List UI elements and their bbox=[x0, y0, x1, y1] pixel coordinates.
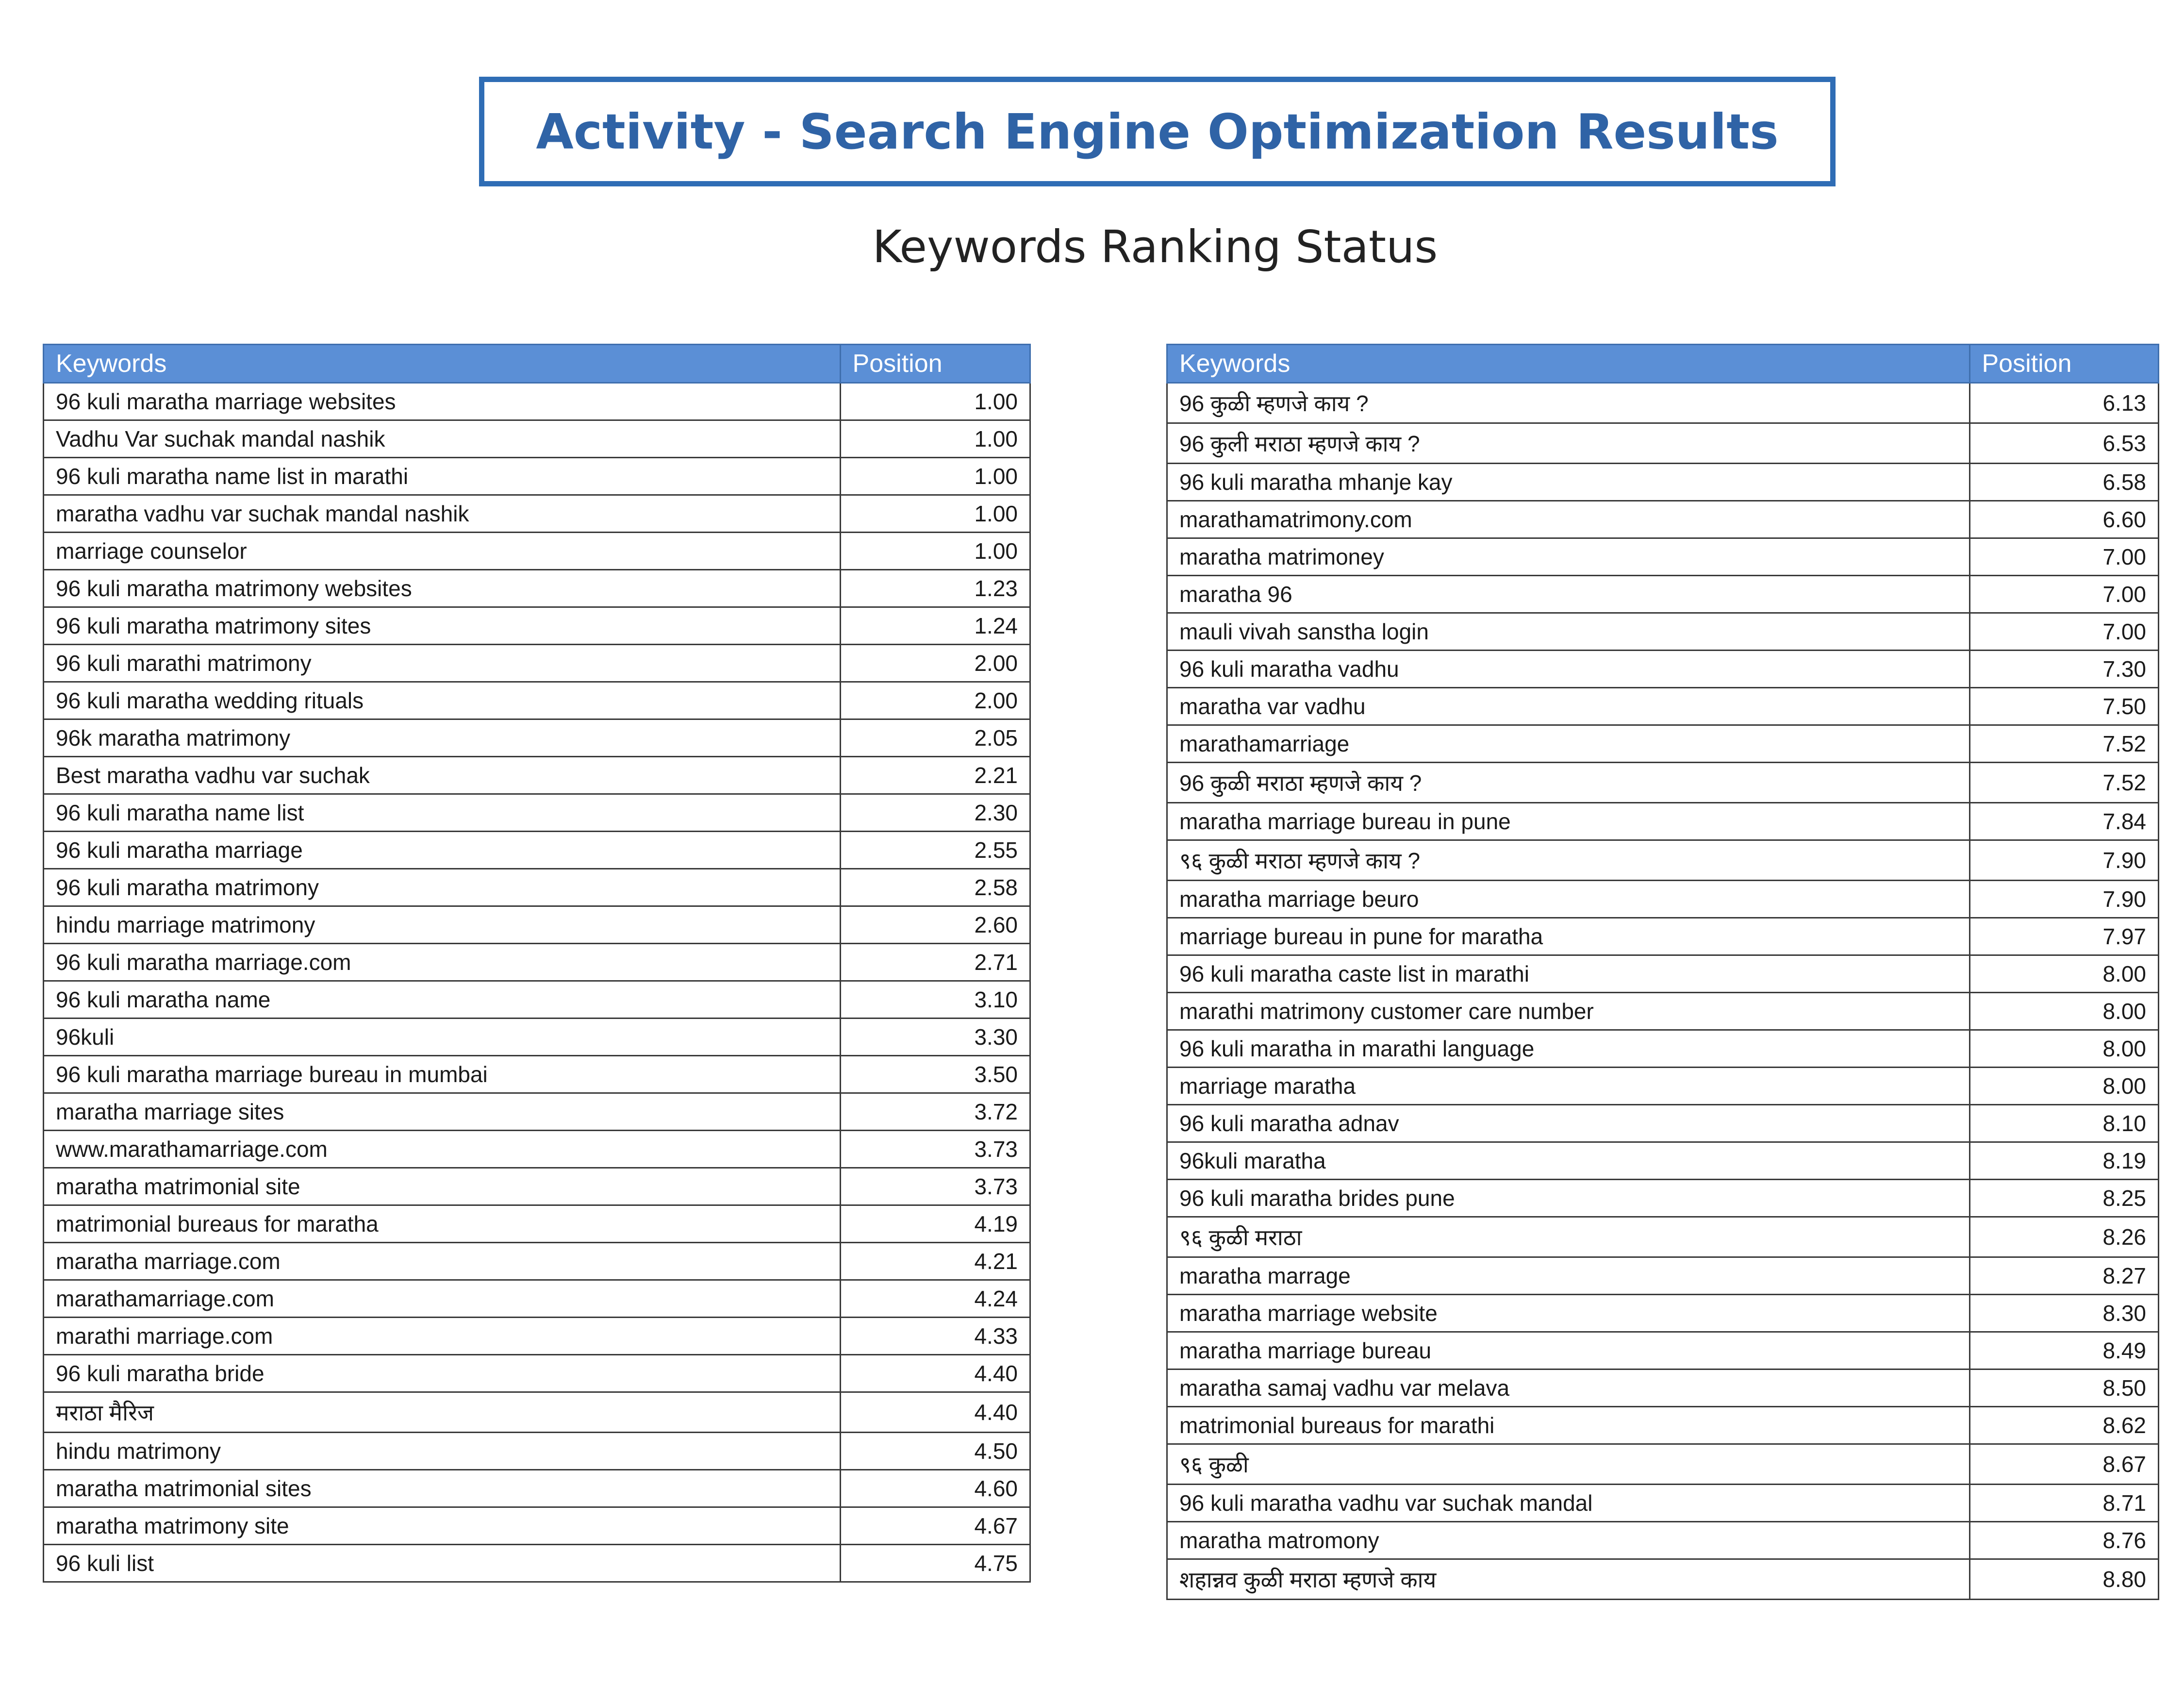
header-keywords: Keywords bbox=[44, 345, 841, 383]
position-cell: 8.00 bbox=[1969, 955, 2159, 993]
table-row bbox=[1167, 688, 2159, 725]
position-cell: 8.25 bbox=[1969, 1180, 2159, 1217]
position-cell: 1.00 bbox=[840, 383, 1030, 420]
position-cell: 4.75 bbox=[840, 1545, 1030, 1582]
table-row bbox=[44, 719, 1030, 757]
table-row bbox=[1167, 1559, 2159, 1600]
position-cell: 1.00 bbox=[840, 533, 1030, 570]
table-row bbox=[44, 1355, 1030, 1392]
table-row bbox=[44, 682, 1030, 719]
keyword-cell: 96 kuli maratha matrimony bbox=[44, 869, 841, 906]
position-cell: 3.50 bbox=[840, 1056, 1030, 1093]
table-row bbox=[44, 570, 1030, 607]
keyword-cell: 96 kuli maratha bride bbox=[44, 1355, 841, 1392]
keyword-cell: marathi matrimony customer care number bbox=[1167, 993, 1970, 1030]
position-cell: 2.55 bbox=[840, 832, 1030, 869]
header-position: Position bbox=[840, 345, 1030, 383]
keyword-cell: www.marathamarriage.com bbox=[44, 1131, 841, 1168]
keyword-cell: maratha 96 bbox=[1167, 576, 1970, 613]
table-row bbox=[44, 1470, 1030, 1507]
position-cell: 1.24 bbox=[840, 607, 1030, 645]
keyword-cell: 96kuli bbox=[44, 1018, 841, 1056]
position-cell: 8.80 bbox=[1969, 1559, 2159, 1600]
table-row bbox=[1167, 1030, 2159, 1068]
keyword-cell: maratha marriage bureau bbox=[1167, 1332, 1970, 1369]
table-row bbox=[1167, 1180, 2159, 1217]
keyword-cell: 96 kuli maratha marriage bureau in mumbai bbox=[44, 1056, 841, 1093]
position-cell: 4.33 bbox=[840, 1318, 1030, 1355]
table-row bbox=[1167, 383, 2159, 423]
keyword-cell: 96 kuli maratha name list bbox=[44, 794, 841, 832]
position-cell: 2.60 bbox=[840, 906, 1030, 944]
table-row bbox=[1167, 613, 2159, 651]
position-cell: 2.30 bbox=[840, 794, 1030, 832]
position-cell: 6.53 bbox=[1969, 423, 2159, 464]
keyword-cell: maratha marriage bureau in pune bbox=[1167, 803, 1970, 840]
table-header-row bbox=[1167, 345, 2159, 383]
keyword-cell: marathamarriage.com bbox=[44, 1280, 841, 1318]
position-cell: 4.40 bbox=[840, 1392, 1030, 1433]
keyword-cell: 96 kuli maratha matrimony sites bbox=[44, 607, 841, 645]
table-row bbox=[1167, 1332, 2159, 1369]
position-cell: 8.10 bbox=[1969, 1105, 2159, 1142]
keyword-cell: 96 kuli maratha wedding rituals bbox=[44, 682, 841, 719]
table-row bbox=[1167, 1217, 2159, 1257]
table-row bbox=[44, 1168, 1030, 1205]
table-row bbox=[1167, 1105, 2159, 1142]
position-cell: 3.72 bbox=[840, 1093, 1030, 1131]
keyword-cell: 96 kuli maratha vadhu var suchak mandal bbox=[1167, 1485, 1970, 1522]
keyword-cell: maratha marriage beuro bbox=[1167, 881, 1970, 918]
keyword-cell: 96 kuli maratha in marathi language bbox=[1167, 1030, 1970, 1068]
position-cell: 6.13 bbox=[1969, 383, 2159, 423]
table-row bbox=[44, 794, 1030, 832]
table-row bbox=[44, 1018, 1030, 1056]
position-cell: 8.00 bbox=[1969, 993, 2159, 1030]
keyword-cell: 96 kuli marathi matrimony bbox=[44, 645, 841, 682]
keyword-cell: maratha matrimonial sites bbox=[44, 1470, 841, 1507]
keyword-cell: 96k maratha matrimony bbox=[44, 719, 841, 757]
position-cell: 7.00 bbox=[1969, 613, 2159, 651]
keyword-cell: 96 कुळी म्हणजे काय ? bbox=[1167, 383, 1970, 423]
keyword-cell: matrimonial bureaus for marathi bbox=[1167, 1407, 1970, 1444]
table-row bbox=[44, 607, 1030, 645]
position-cell: 8.00 bbox=[1969, 1030, 2159, 1068]
table-row bbox=[44, 1243, 1030, 1280]
position-cell: 4.50 bbox=[840, 1433, 1030, 1470]
position-cell: 8.26 bbox=[1969, 1217, 2159, 1257]
position-cell: 4.19 bbox=[840, 1205, 1030, 1243]
position-cell: 1.00 bbox=[840, 420, 1030, 458]
keyword-cell: maratha matrimoney bbox=[1167, 538, 1970, 576]
position-cell: 2.58 bbox=[840, 869, 1030, 906]
position-cell: 7.52 bbox=[1969, 725, 2159, 763]
keyword-cell: marathamatrimony.com bbox=[1167, 501, 1970, 538]
table-row bbox=[44, 383, 1030, 420]
table-row bbox=[1167, 576, 2159, 613]
position-cell: 1.00 bbox=[840, 495, 1030, 533]
keyword-cell: marathi marriage.com bbox=[44, 1318, 841, 1355]
position-cell: 2.05 bbox=[840, 719, 1030, 757]
keyword-cell: maratha var vadhu bbox=[1167, 688, 1970, 725]
keyword-cell: maratha matrimonial site bbox=[44, 1168, 841, 1205]
position-cell: 4.60 bbox=[840, 1470, 1030, 1507]
position-cell: 7.50 bbox=[1969, 688, 2159, 725]
keyword-cell: 96 कुली मराठा म्हणजे काय ? bbox=[1167, 423, 1970, 464]
table-row bbox=[44, 458, 1030, 495]
table-row bbox=[1167, 763, 2159, 803]
keyword-cell: 96 kuli maratha matrimony websites bbox=[44, 570, 841, 607]
keyword-cell: Vadhu Var suchak mandal nashik bbox=[44, 420, 841, 458]
table-row bbox=[44, 1093, 1030, 1131]
table-row bbox=[44, 757, 1030, 794]
table-row bbox=[1167, 918, 2159, 955]
keywords-table-right bbox=[1166, 344, 2159, 1600]
position-cell: 7.90 bbox=[1969, 840, 2159, 881]
page-title: Activity - Search Engine Optimization Results bbox=[536, 103, 1779, 160]
position-cell: 8.50 bbox=[1969, 1369, 2159, 1407]
table-row bbox=[44, 1433, 1030, 1470]
position-cell: 2.00 bbox=[840, 645, 1030, 682]
position-cell: 8.30 bbox=[1969, 1295, 2159, 1332]
keyword-cell: ९६ कुळी मराठा म्हणजे काय ? bbox=[1167, 840, 1970, 881]
header-position: Position bbox=[1969, 345, 2159, 383]
keyword-cell: marriage maratha bbox=[1167, 1068, 1970, 1105]
table-row bbox=[1167, 725, 2159, 763]
header-keywords: Keywords bbox=[1167, 345, 1970, 383]
position-cell: 1.00 bbox=[840, 458, 1030, 495]
table-row bbox=[44, 420, 1030, 458]
keyword-cell: 96 kuli maratha marriage.com bbox=[44, 944, 841, 981]
table-row bbox=[1167, 1142, 2159, 1180]
position-cell: 8.00 bbox=[1969, 1068, 2159, 1105]
keyword-cell: ९६ कुळी bbox=[1167, 1444, 1970, 1485]
position-cell: 4.24 bbox=[840, 1280, 1030, 1318]
keyword-cell: hindu matrimony bbox=[44, 1433, 841, 1470]
position-cell: 6.58 bbox=[1969, 464, 2159, 501]
keyword-cell: maratha marriage website bbox=[1167, 1295, 1970, 1332]
keyword-cell: maratha marriage sites bbox=[44, 1093, 841, 1131]
keyword-cell: 96 kuli maratha marriage bbox=[44, 832, 841, 869]
table-row bbox=[44, 1056, 1030, 1093]
table-row bbox=[1167, 423, 2159, 464]
keyword-cell: 96 kuli maratha name list in marathi bbox=[44, 458, 841, 495]
table-row bbox=[44, 944, 1030, 981]
position-cell: 6.60 bbox=[1969, 501, 2159, 538]
table-row bbox=[1167, 1522, 2159, 1559]
table-row bbox=[1167, 1444, 2159, 1485]
table-row bbox=[1167, 1257, 2159, 1295]
keyword-cell: 96kuli maratha bbox=[1167, 1142, 1970, 1180]
position-cell: 3.30 bbox=[840, 1018, 1030, 1056]
table-row bbox=[1167, 1485, 2159, 1522]
table-row bbox=[44, 495, 1030, 533]
keyword-cell: maratha marrage bbox=[1167, 1257, 1970, 1295]
table-row bbox=[1167, 651, 2159, 688]
position-cell: 8.67 bbox=[1969, 1444, 2159, 1485]
table-row bbox=[1167, 464, 2159, 501]
position-cell: 4.67 bbox=[840, 1507, 1030, 1545]
position-cell: 7.97 bbox=[1969, 918, 2159, 955]
keyword-cell: 96 kuli maratha vadhu bbox=[1167, 651, 1970, 688]
position-cell: 8.76 bbox=[1969, 1522, 2159, 1559]
keyword-cell: maratha matrimony site bbox=[44, 1507, 841, 1545]
position-cell: 7.30 bbox=[1969, 651, 2159, 688]
position-cell: 3.73 bbox=[840, 1168, 1030, 1205]
table-row bbox=[1167, 1407, 2159, 1444]
keyword-cell: 96 kuli maratha caste list in marathi bbox=[1167, 955, 1970, 993]
position-cell: 8.27 bbox=[1969, 1257, 2159, 1295]
keyword-cell: matrimonial bureaus for maratha bbox=[44, 1205, 841, 1243]
keyword-cell: 96 kuli maratha mhanje kay bbox=[1167, 464, 1970, 501]
table-row bbox=[44, 906, 1030, 944]
position-cell: 2.00 bbox=[840, 682, 1030, 719]
position-cell: 2.21 bbox=[840, 757, 1030, 794]
table-row bbox=[1167, 955, 2159, 993]
position-cell: 7.52 bbox=[1969, 763, 2159, 803]
keyword-cell: maratha marriage.com bbox=[44, 1243, 841, 1280]
table-row bbox=[44, 533, 1030, 570]
table-row bbox=[44, 1280, 1030, 1318]
page-subtitle: Keywords Ranking Status bbox=[872, 221, 1438, 273]
table-row bbox=[1167, 993, 2159, 1030]
title-box bbox=[479, 77, 1836, 186]
position-cell: 8.49 bbox=[1969, 1332, 2159, 1369]
keyword-cell: 96 kuli maratha name bbox=[44, 981, 841, 1018]
position-cell: 4.21 bbox=[840, 1243, 1030, 1280]
position-cell: 3.10 bbox=[840, 981, 1030, 1018]
table-row bbox=[44, 832, 1030, 869]
keyword-cell: 96 kuli maratha brides pune bbox=[1167, 1180, 1970, 1217]
table-row bbox=[44, 1545, 1030, 1582]
keyword-cell: 96 कुळी मराठा म्हणजे काय ? bbox=[1167, 763, 1970, 803]
table-row bbox=[1167, 1068, 2159, 1105]
position-cell: 8.19 bbox=[1969, 1142, 2159, 1180]
keyword-cell: 96 kuli maratha adnav bbox=[1167, 1105, 1970, 1142]
keyword-cell: 96 kuli maratha marriage websites bbox=[44, 383, 841, 420]
table-row bbox=[1167, 881, 2159, 918]
position-cell: 7.00 bbox=[1969, 538, 2159, 576]
position-cell: 8.62 bbox=[1969, 1407, 2159, 1444]
keyword-cell: Best maratha vadhu var suchak bbox=[44, 757, 841, 794]
table-row bbox=[44, 981, 1030, 1018]
position-cell: 1.23 bbox=[840, 570, 1030, 607]
keyword-cell: 96 kuli list bbox=[44, 1545, 841, 1582]
table-row bbox=[44, 869, 1030, 906]
keyword-cell: शहान्नव कुळी मराठा म्हणजे काय bbox=[1167, 1559, 1970, 1600]
table-row bbox=[1167, 803, 2159, 840]
keyword-cell: mauli vivah sanstha login bbox=[1167, 613, 1970, 651]
position-cell: 7.84 bbox=[1969, 803, 2159, 840]
keyword-cell: ९६ कुळी मराठा bbox=[1167, 1217, 1970, 1257]
table-row bbox=[44, 1392, 1030, 1433]
table-row bbox=[44, 645, 1030, 682]
keyword-cell: maratha samaj vadhu var melava bbox=[1167, 1369, 1970, 1407]
table-row bbox=[1167, 538, 2159, 576]
keywords-table-left bbox=[43, 344, 1031, 1583]
table-row bbox=[1167, 501, 2159, 538]
position-cell: 3.73 bbox=[840, 1131, 1030, 1168]
table-row bbox=[1167, 1369, 2159, 1407]
table-row bbox=[1167, 1295, 2159, 1332]
table-row bbox=[44, 1507, 1030, 1545]
table-header-row bbox=[44, 345, 1030, 383]
keyword-cell: maratha vadhu var suchak mandal nashik bbox=[44, 495, 841, 533]
keyword-cell: marathamarriage bbox=[1167, 725, 1970, 763]
table-row bbox=[1167, 840, 2159, 881]
keyword-cell: marriage counselor bbox=[44, 533, 841, 570]
table-row bbox=[44, 1318, 1030, 1355]
table-row bbox=[44, 1131, 1030, 1168]
position-cell: 2.71 bbox=[840, 944, 1030, 981]
keyword-cell: hindu marriage matrimony bbox=[44, 906, 841, 944]
keyword-cell: marriage bureau in pune for maratha bbox=[1167, 918, 1970, 955]
keyword-cell: मराठा मैरिज bbox=[44, 1392, 841, 1433]
position-cell: 7.90 bbox=[1969, 881, 2159, 918]
position-cell: 7.00 bbox=[1969, 576, 2159, 613]
position-cell: 4.40 bbox=[840, 1355, 1030, 1392]
table-row bbox=[44, 1205, 1030, 1243]
keyword-cell: maratha matromony bbox=[1167, 1522, 1970, 1559]
position-cell: 8.71 bbox=[1969, 1485, 2159, 1522]
